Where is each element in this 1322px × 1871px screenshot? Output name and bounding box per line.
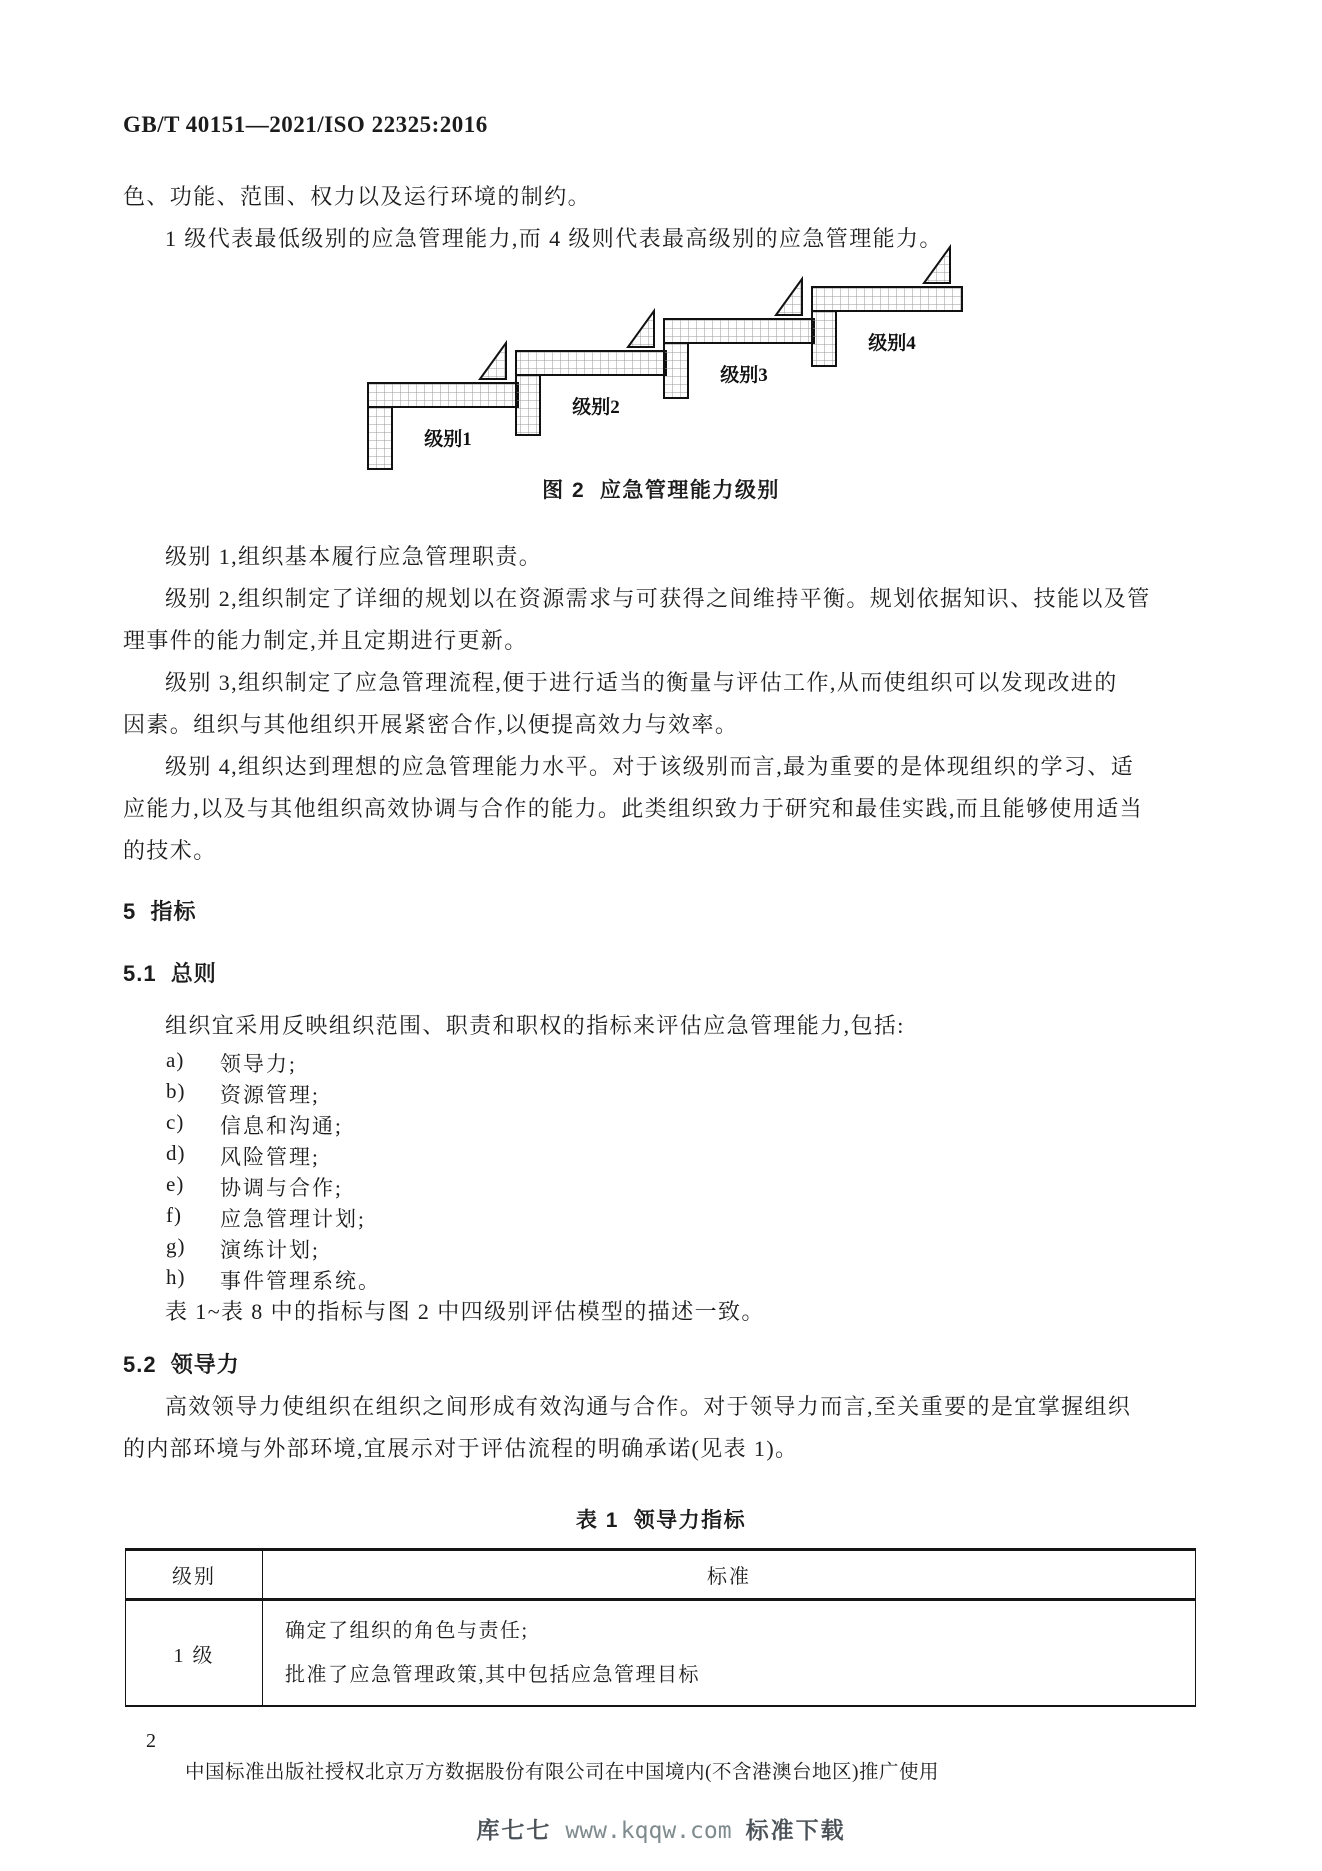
table-cell-level: 1 级 (126, 1601, 263, 1705)
standard-number: GB/T 40151—2021/ISO 22325:2016 (123, 112, 488, 137)
body-text-line: 高效领导力使组织在组织之间形成有效沟通与合作。对于领导力而言,至关重要的是宜掌握组织 (165, 1394, 1132, 1419)
list-item-marker: h) (166, 1265, 186, 1289)
list-item-marker: b) (166, 1079, 186, 1103)
step-bar-3 (664, 319, 814, 343)
list-item-text: 风险管理; (220, 1145, 320, 1169)
step-riser-4 (812, 311, 836, 366)
list-item-marker: a) (166, 1048, 185, 1072)
step-riser-3 (664, 343, 688, 398)
step-bar-2 (516, 351, 666, 375)
table-header-criteria: 标准 (707, 1566, 751, 1588)
list-item-text: 事件管理系统。 (220, 1269, 381, 1293)
step-label-1: 级别1 (424, 429, 472, 450)
step-bar-1 (368, 383, 518, 407)
step-flag-icon-3 (776, 279, 802, 315)
body-text-line: 1 级代表最低级别的应急管理能力,而 4 级则代表最高级别的应急管理能力。 (165, 226, 943, 251)
section-heading-5-2: 5.2 领导力 (123, 1352, 240, 1377)
step-flag-icon-1 (480, 343, 506, 379)
list-item-marker: e) (166, 1172, 185, 1196)
section-heading-5-1: 5.1 总则 (123, 961, 217, 986)
step-label-3: 级别3 (720, 365, 768, 386)
list-item-marker: f) (166, 1203, 182, 1227)
table-cell-criteria (263, 1601, 1195, 1705)
criteria-line: 确定了组织的角色与责任; (285, 1620, 529, 1642)
list-item-marker: d) (166, 1141, 186, 1165)
step-riser-2 (516, 375, 540, 435)
body-text-line: 组织宜采用反映组织范围、职责和职权的指标来评估应急管理能力,包括: (165, 1013, 905, 1038)
body-text-line: 理事件的能力制定,并且定期进行更新。 (123, 628, 528, 653)
criteria-line: 批准了应急管理政策,其中包括应急管理目标 (285, 1664, 700, 1686)
watermark-brand: 库七七 (476, 1817, 552, 1843)
body-text-line: 表 1~表 8 中的指标与图 2 中四级别评估模型的描述一致。 (165, 1299, 765, 1324)
list-item-text: 应急管理计划; (220, 1207, 366, 1231)
body-text-line: 因素。组织与其他组织开展紧密合作,以便提高效力与效率。 (123, 712, 739, 737)
table-header-level: 级别 (126, 1551, 263, 1598)
body-text-line: 级别 1,组织基本履行应急管理职责。 (165, 544, 543, 569)
step-riser-1 (368, 407, 392, 469)
watermark-url: www.kqqw.com (565, 1818, 732, 1844)
page-number: 2 (146, 1730, 156, 1752)
body-text-line: 应能力,以及与其他组织高效协调与合作的能力。此类组织致力于研究和最佳实践,而且能够使用适当 (123, 796, 1144, 821)
body-text-line: 的内部环境与外部环境,宜展示对于评估流程的明确承诺(见表 1)。 (123, 1436, 799, 1461)
watermark-label: 标准下载 (745, 1817, 846, 1843)
body-text-line: 级别 4,组织达到理想的应急管理能力水平。对于该级别而言,最为重要的是体现组织的学习、适 (165, 754, 1135, 779)
figure-capability-levels (0, 240, 1322, 490)
body-text-line: 级别 3,组织制定了应急管理流程,便于进行适当的衡量与评估工作,从而使组织可以发现改进的 (165, 670, 1118, 695)
authorization-notice: 中国标准出版社授权北京万方数据股份有限公司在中国境内(不含港澳台地区)推广使用 (185, 1762, 939, 1783)
list-item-text: 信息和沟通; (220, 1114, 343, 1138)
table-row (126, 1601, 1195, 1705)
list-item-marker: c) (166, 1110, 185, 1134)
table-caption: 表 1 领导力指标 (575, 1509, 747, 1532)
list-item-text: 协调与合作; (220, 1176, 343, 1200)
body-text-line: 色、功能、范围、权力以及运行环境的制约。 (123, 184, 592, 209)
body-text-line: 级别 2,组织制定了详细的规划以在资源需求与可获得之间维持平衡。规划依据知识、技能以及管 (165, 586, 1151, 611)
step-flag-icon-2 (628, 311, 654, 347)
list-item-text: 演练计划; (220, 1238, 320, 1262)
figure-caption: 图 2 应急管理能力级别 (542, 479, 780, 502)
step-label-2: 级别2 (572, 397, 620, 418)
list-item-text: 资源管理; (220, 1083, 320, 1107)
step-label-4: 级别4 (868, 333, 916, 354)
step-bar-4 (812, 287, 962, 311)
step-flag-icon-4 (924, 247, 950, 283)
table-leadership-indicators (125, 1548, 1196, 1707)
section-heading-5: 5 指标 (123, 899, 197, 924)
table-header-row (126, 1551, 1195, 1601)
list-item-marker: g) (166, 1234, 186, 1258)
watermark (0, 1812, 1322, 1845)
list-item-text: 领导力; (220, 1052, 297, 1076)
body-text-line: 的技术。 (123, 838, 217, 863)
